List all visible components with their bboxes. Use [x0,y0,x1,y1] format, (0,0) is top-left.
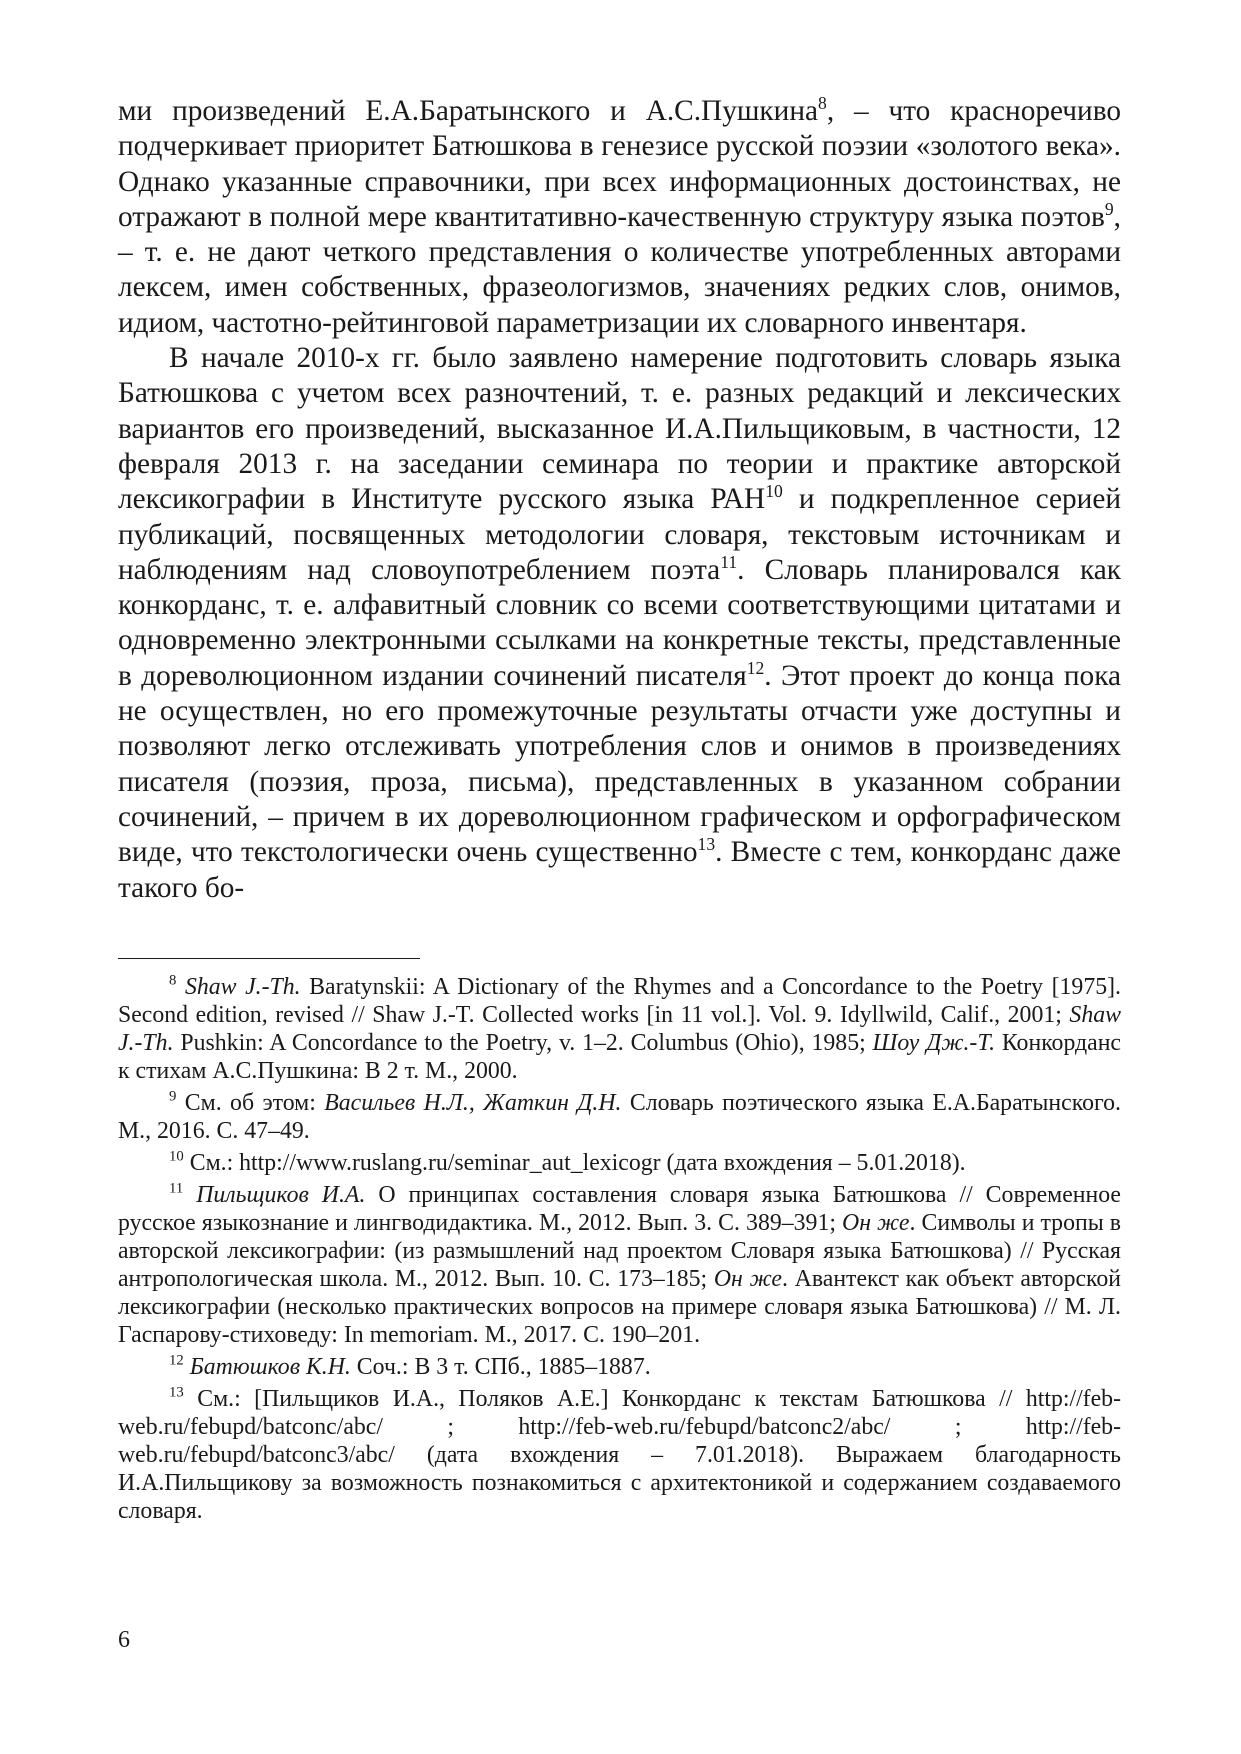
text-run: , – т. е. не дают четкого представления о количестве употребленных авторами лексем, имен собственных, фразеологизмов, значениях редких слов, онимов, идиом, частотно-рейтинговой параметризации их словарного инвентаря. [118,200,1121,339]
text-run: . Вместе с тем, конкорданс даже такого бо- [118,836,1121,904]
footnote-8 [118,973,1121,1085]
page [118,94,1121,1525]
paragraph-2 [118,341,1121,906]
footnote-ref-10[interactable]: 10 [765,481,783,502]
text-run: В начале 2010-х гг. было заявлено намерение подготовить словарь языка Батюшкова с учетом всех разночтений, т. е. разных редакций и лексических вариантов его произведений, высказанное И.А.Пильщиковым, в частности, 12 февраля 2013 г. на заседании семинара по теории и практике авторской лексикографии в Институте русского языка РАН [118,342,1121,516]
footnote-10 [118,1149,1121,1177]
author-italic: Батюшков К.Н. [189,1353,351,1380]
text-run: См.: [Пильщиков И.А., Поляков А.Е.] Конкорданс к текстам Батюшкова // http://feb-web.ru/febupd/batconc/abc/ ; http://feb-web.ru/febupd/batconc2/abc/ ; http://feb-web.ru/febupd/batconc3/abc/ (дата вхождения – 7.01.2018). Выражаем благодарность И.А.Пильщикову за возможность познакомиться с архитектоникой и содержанием создаваемого словаря. [118,1385,1121,1524]
footnotes [118,973,1121,1525]
footnote-number: 12 [169,1352,184,1369]
footnote-number: 9 [169,1088,177,1105]
text-run: О принципах составления словаря языка Батюшкова // Современное русское языкознание и лингводидактика. М., 2012. Вып. 3. С. 389–391; [118,1181,1121,1236]
text-run: Соч.: В 3 т. СПб., 1885–1887. [350,1353,651,1380]
footnote-ref-9[interactable]: 9 [1104,199,1114,219]
text-run: Словарь поэтического языка Е.А.Баратынского. М., 2016. С. 47–49. [118,1089,1121,1144]
text-run: . Словарь планировался как конкорданс, т. е. алфавитный словник со всеми соответствующими цитатами и одновременно электронными ссылками на конкретные тексты, представленные в дореволюционном издании сочинений писателя [118,553,1121,692]
paragraph-1 [118,94,1121,341]
text-run: См.: http://www.ruslang.ru/seminar_aut_lexicogr (дата вхождения – 5.01.2018). [183,1149,966,1176]
footnote-ref-11[interactable]: 11 [720,551,738,572]
text-run: Pushkin: A Concordance to the Poetry, v. 1–2. Columbus (Ohio), 1985; [173,1029,873,1056]
author-italic: Васильев Н.Л., Жаткин Д.Н. [324,1089,622,1116]
author-italic: Он же [713,1265,782,1292]
text-run: . Этот проект до конца пока не осуществлен, но его промежуточные результаты отчасти уже доступны и позволяют легко отслеживать употребления слов и онимов в произведениях писателя (поэзия, проза, письма), представленных в указанном собрании сочинений, – причем в их дореволюционном графическом и орфографическом виде, что текстологически очень существенно [118,659,1121,869]
footnote-separator [118,958,420,959]
text-run: ми произведений Е.А.Баратынского и А.С.Пушкина [118,95,819,127]
main-text [118,94,1121,906]
author-italic: Shaw J.-Th. [118,1001,1121,1056]
text-run: Конкорданс к стихам А.С.Пушкина: В 2 т. М., 2000. [118,1029,1121,1084]
footnote-9 [118,1089,1121,1145]
footnote-ref-8[interactable]: 8 [818,93,827,114]
footnote-number: 13 [169,1384,184,1401]
footnote-11 [118,1181,1121,1349]
author-italic: Shaw J.-Th. [184,973,301,1000]
author-italic: Он же [842,1209,910,1236]
author-italic: Шоу Дж.-Т. [872,1029,996,1056]
text-run: , – что красноречиво подчеркивает приоритет Батюшкова в генезисе русской поэзии «золотого века». Однако указанные справочники, при всех информационных достоинствах, не отражают в полной мере квантитативно-качественную структуру языка поэтов [118,95,1121,233]
footnote-number: 10 [169,1148,184,1165]
footnote-12 [118,1353,1121,1381]
footnote-ref-13[interactable]: 13 [697,834,716,855]
footnote-number: 8 [169,972,177,989]
page-number: 6 [118,1627,130,1653]
text-run: . Авантекст как объект авторской лексикографии (несколько практических вопросов на примере словаря языка Батюшкова) // М. Л. Гаспарову-стиховеду: In memoriam. М., 2017. С. 190–201. [118,1265,1122,1348]
footnote-number: 11 [169,1180,184,1197]
footnote-ref-12[interactable]: 12 [746,657,765,678]
text-run: . Символы и тропы в авторской лексикографии: (из размышлений над проектом Словаря языка Батюшкова) // Русская антропологическая школа. М., 2012. Вып. 10. С. 173–185; [118,1209,1121,1292]
text-run: Baratynskii: A Dictionary of the Rhymes and a Concordance to the Poetry [1975]. Second edition, revised // Shaw J.-T. Collected works [in 11 vol.]. Vol. 9. Idyllwild, Calif., 2001; [118,973,1121,1028]
footnote-13 [118,1385,1121,1525]
text-run: См. об этом: [176,1089,325,1116]
text-run: и подкрепленное серией публикаций, посвященных методологии словаря, текстовым источникам и наблюдениям над словоупотреблением поэта [118,483,1121,586]
author-italic: Пильщиков И.А. [196,1181,366,1208]
